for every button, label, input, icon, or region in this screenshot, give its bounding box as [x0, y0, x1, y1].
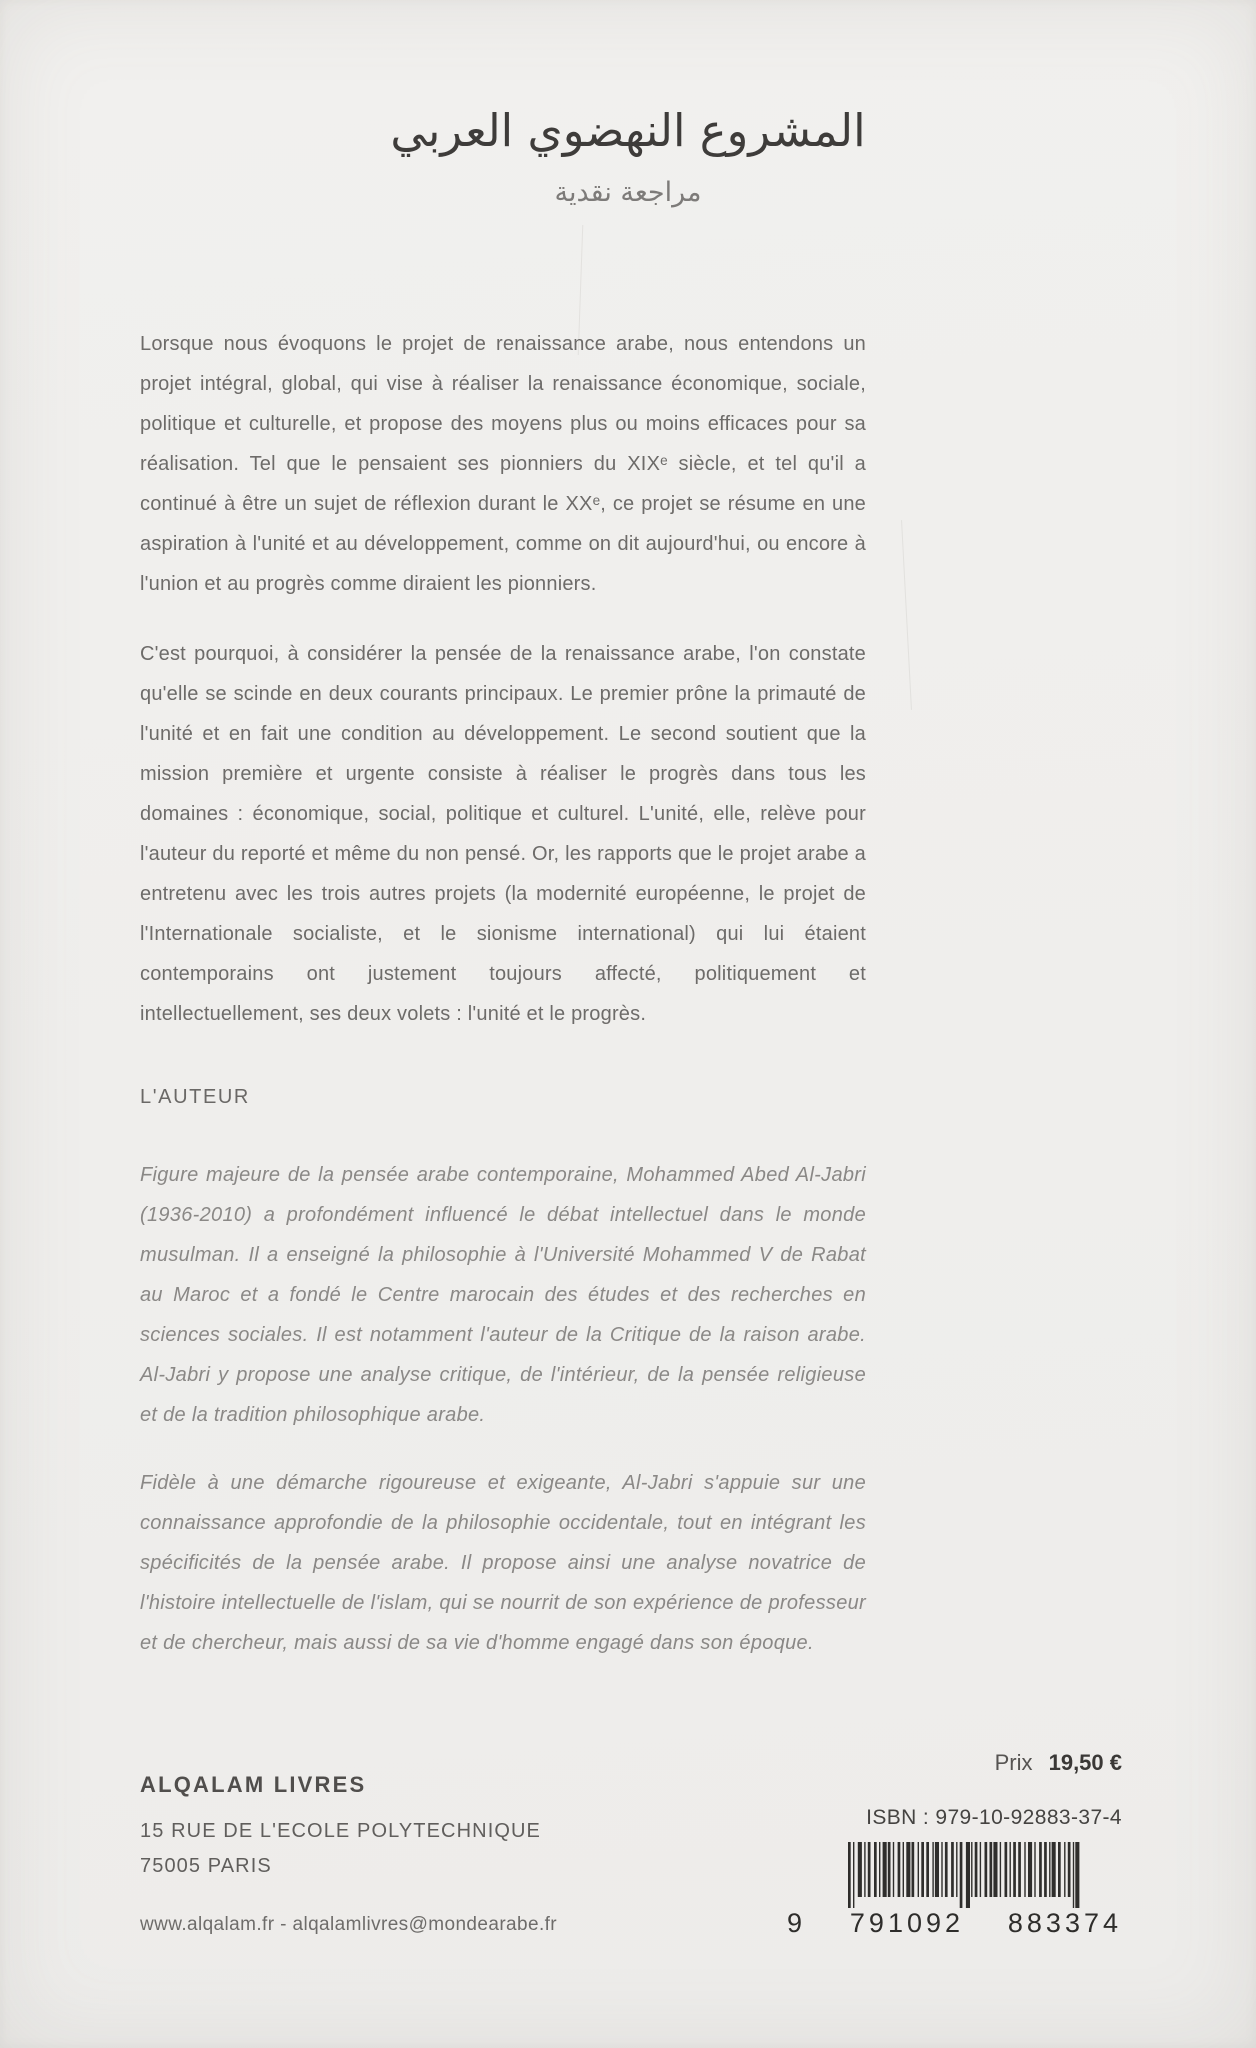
- barcode-digit-group-2: 791092: [849, 1908, 965, 1938]
- barcode-digit-group-1: 9: [787, 1908, 807, 1938]
- synopsis-section: [140, 324, 866, 1034]
- barcode: [848, 1842, 1086, 1908]
- isbn-line: ISBN : 979-10-92883-37-4: [866, 1806, 1122, 1829]
- author-bio-section: [140, 1155, 866, 1663]
- book-subtitle-arabic: مراجعة نقدية: [554, 177, 702, 208]
- author-section-heading: L'AUTEUR: [140, 1086, 250, 1108]
- publisher-address-line2: 75005 PARIS: [140, 1855, 272, 1877]
- barcode-digit-group-3: 883374: [1007, 1908, 1122, 1938]
- price-label: Prix: [994, 1750, 1033, 1775]
- author-bio-paragraph-1: Figure majeure de la pensée arabe contemporaine, Mohammed Abed Al-Jabri (1936-2010) a profondément influencé le débat intellectuel dans le monde musulman. Il a enseigné la philosophie à l'Université Mohammed V de Rabat au Maroc et a fondé le Centre marocain des études et des recherches en sciences sociales. Il est notamment l'auteur de la Critique de la raison arabe. Al-Jabri y propose une analyse critique, de l'intérieur, de la pensée religieuse et de la tradition philosophique arabe.: [140, 1164, 866, 1426]
- publisher-name: ALQALAM LIVRES: [140, 1772, 367, 1797]
- commerce-block: [787, 1750, 1122, 1939]
- paper-crease: [901, 520, 912, 710]
- book-title-arabic: المشروع النهضوي العربي: [390, 104, 866, 157]
- price-value: 19,50 €: [1048, 1750, 1122, 1775]
- price-line: [787, 1750, 1122, 1776]
- barcode-digits: [787, 1908, 1122, 1939]
- author-bio-paragraph-2: Fidèle à une démarche rigoureuse et exigeante, Al-Jabri s'appuie sur une connaissance approfondie de la philosophie occidentale, tout en intégrant les spécificités de la pensée arabe. Il propose ainsi une analyse novatrice de l'histoire intellectuelle de l'islam, qui se nourrit de son expérience de professeur et de chercheur, mais aussi de sa vie d'homme engagé dans son époque.: [140, 1472, 866, 1654]
- publisher-block: [140, 1772, 557, 1936]
- publisher-address: [140, 1814, 557, 1884]
- footer: [140, 1750, 1122, 1939]
- publisher-contact: www.alqalam.fr - alqalamlivres@mondearabe.fr: [140, 1914, 558, 1935]
- synopsis-paragraph-2: C'est pourquoi, à considérer la pensée de la renaissance arabe, l'on constate qu'elle se scinde en deux courants principaux. Le premier prône la primauté de l'unité et en fait une condition au développement. Le second soutient que la mission première et urgente consiste à réaliser le progrès dans tous les domaines : économique, social, politique et culturel. L'unité, elle, relève pour l'auteur du reporté et même du non pensé. Or, les rapports que le projet arabe a entretenu avec les trois autres projets (la modernité européenne, le projet de l'Internationale socialiste, et le sionisme international) qui lui étaient contemporains ont justement toujours affecté, politiquement et intellectuellement, ses deux volets : l'unité et le progrès.: [140, 643, 866, 1025]
- publisher-address-line1: 15 RUE DE L'ECOLE POLYTECHNIQUE: [140, 1820, 541, 1842]
- back-cover-text-column: [140, 324, 866, 1663]
- title-block: [0, 0, 1256, 208]
- synopsis-paragraph-1: Lorsque nous évoquons le projet de renaissance arabe, nous entendons un projet intégral, global, qui vise à réaliser la renaissance économique, sociale, politique et culturelle, et propose des moyens plus ou moins efficaces pour sa réalisation. Tel que le pensaient ses pionniers du XIXᵉ siècle, et tel qu'il a continué à être un sujet de réflexion durant le XXᵉ, ce projet se résume en une aspiration à l'unité et au développement, comme on dit aujourd'hui, ou encore à l'union et au progrès comme diraient les pionniers.: [140, 333, 866, 595]
